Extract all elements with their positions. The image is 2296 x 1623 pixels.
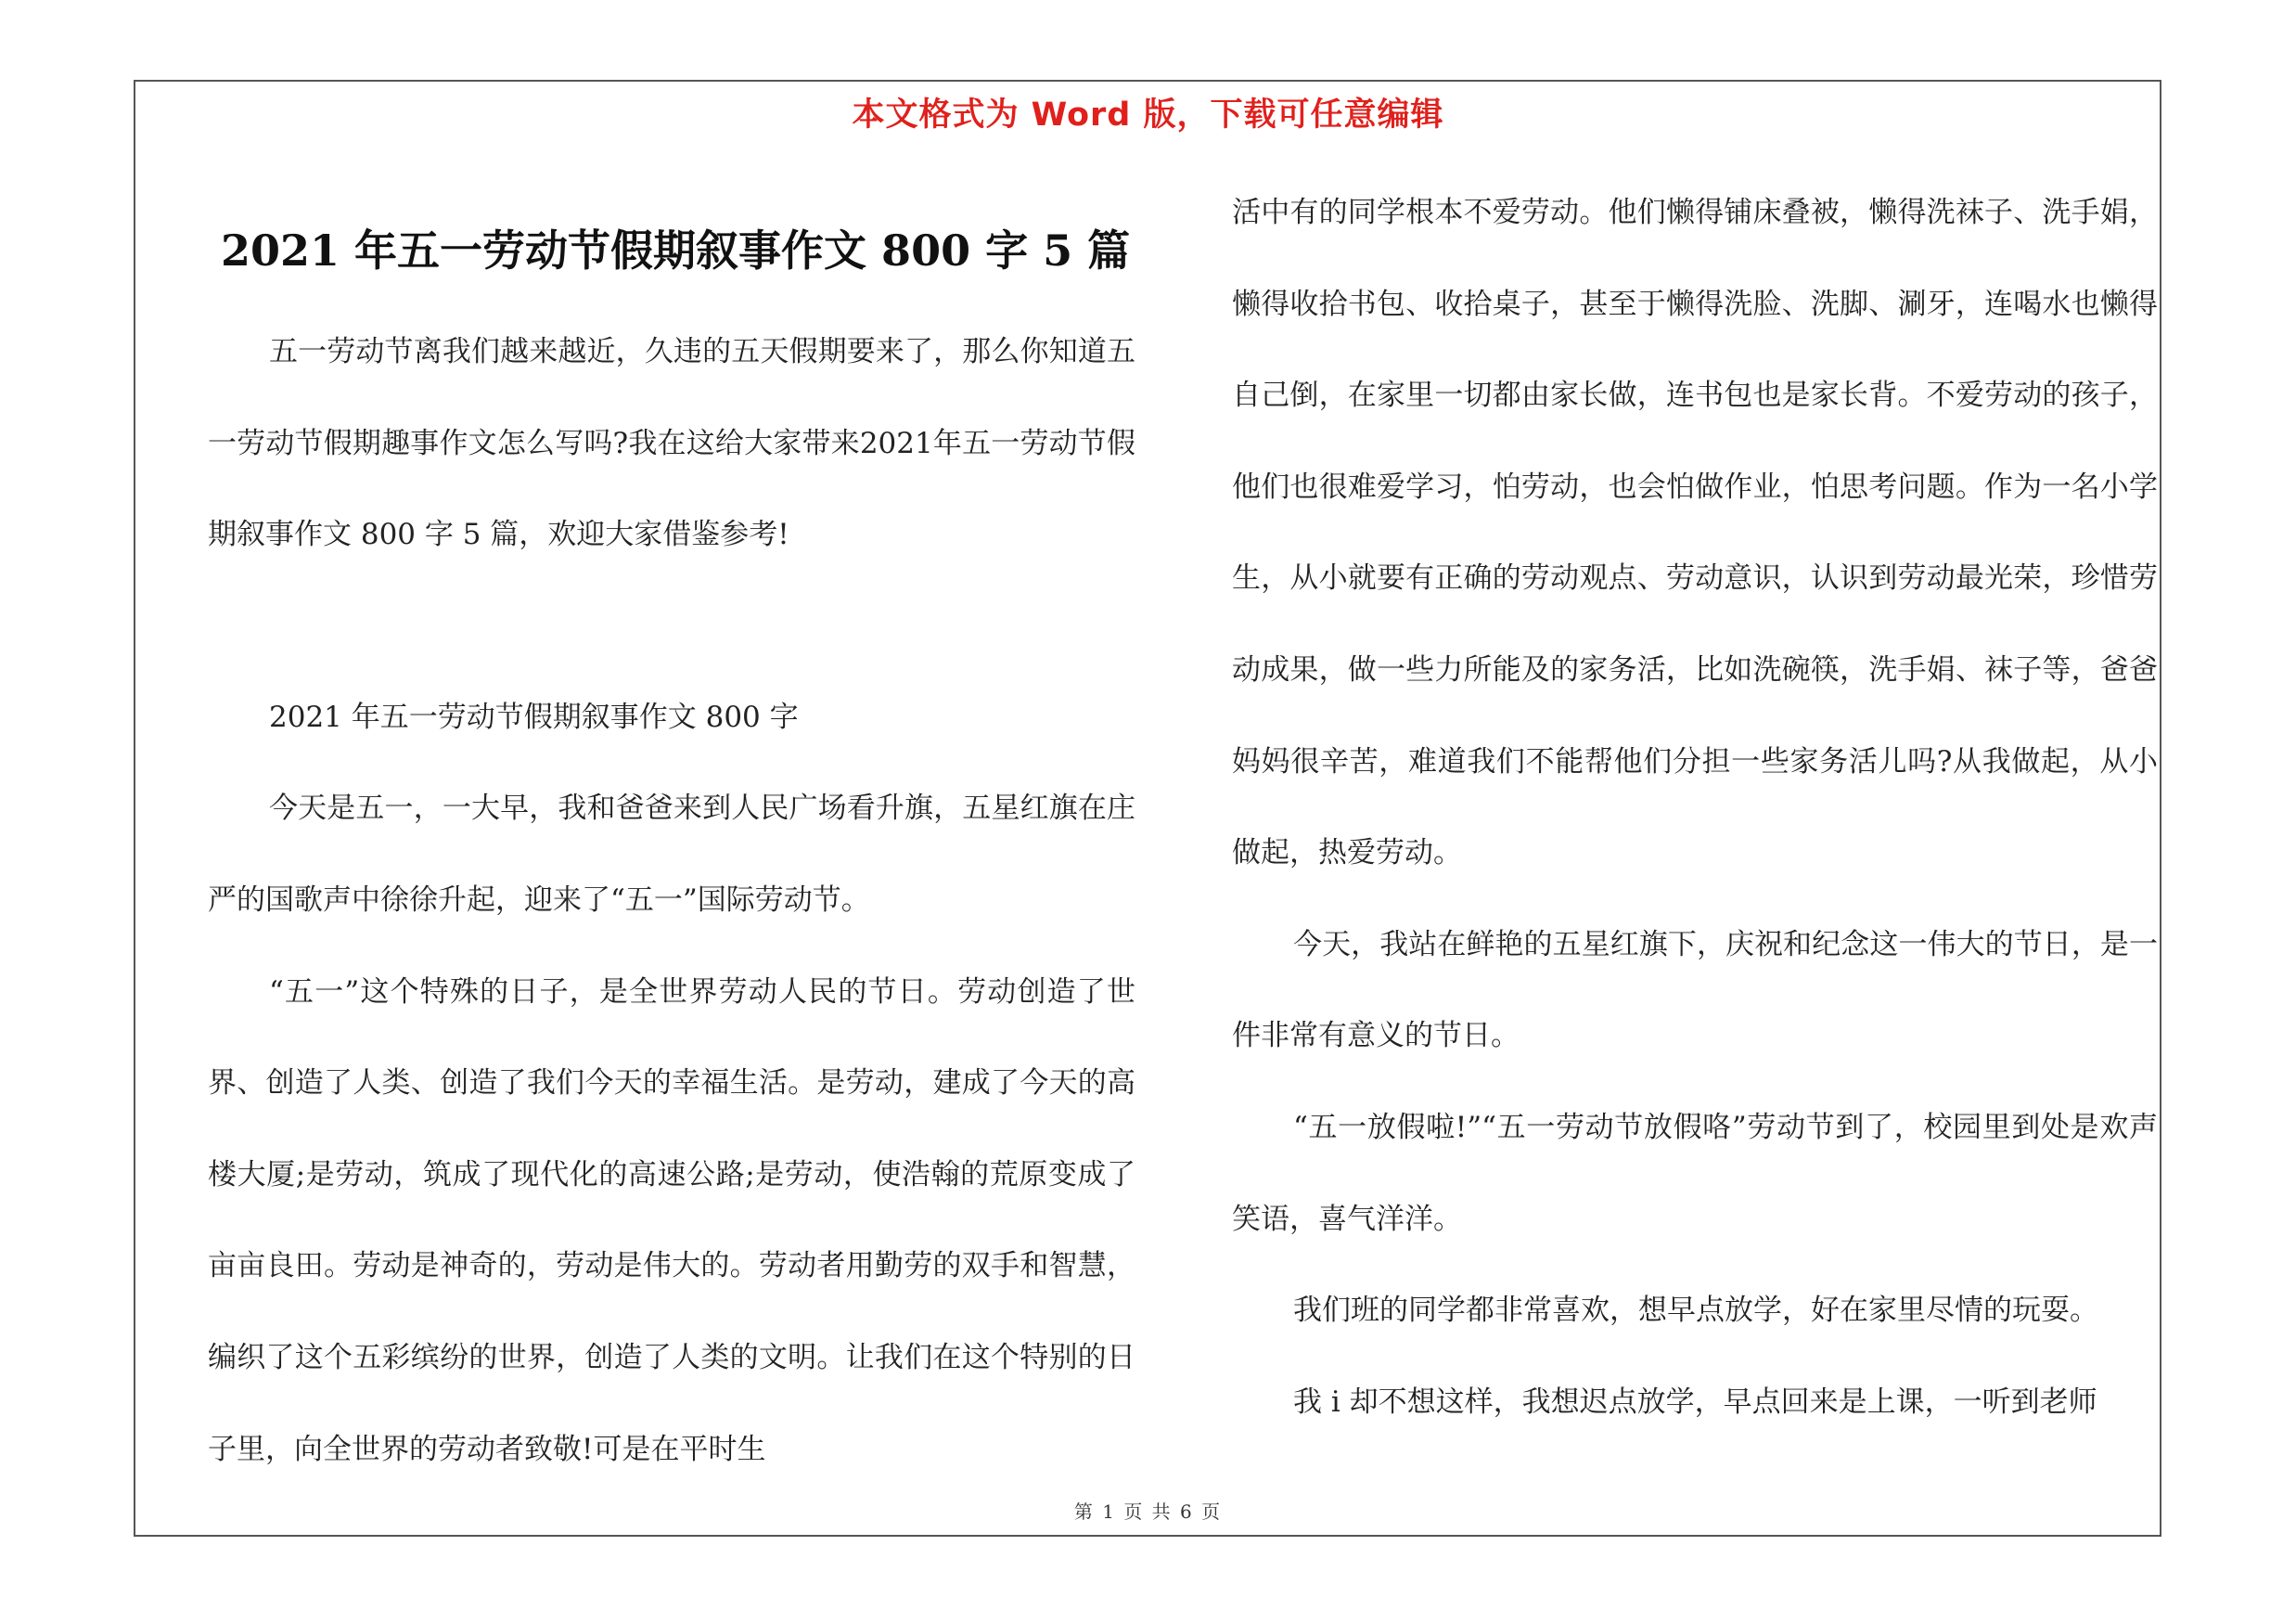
body-paragraph: “五一放假啦!”“五一劳动节放假咯”劳动节到了，校园里到处是欢声笑语，喜气洋洋。 (1232, 1110, 2158, 1236)
page-number-footer: 第 1 页 共 6 页 (1073, 1501, 1223, 1523)
body-paragraph: 今天是五一，一大早，我和爸爸来到人民广场看升旗，五星红旗在庄严的国歌声中徐徐升起，迎来了“五一”国际劳动节。 (208, 792, 1135, 917)
intro-paragraph: 五一劳动节离我们越来越近，久违的五天假期要来了，那么你知道五一劳动节假期趣事作文怎么写吗?我在这给大家带来2021年五一劳动节假期叙事作文 800 字 5 篇，欢迎大家借鉴参考! (208, 335, 1135, 552)
body-paragraph: 我们班的同学都非常喜欢，想早点放学，好在家里尽情的玩耍。 (1293, 1294, 2098, 1328)
document-title: 2021 年五一劳动节假期叙事作文 800 字 5 篇 (221, 225, 1131, 276)
left-column (208, 167, 1135, 1495)
body-paragraph-continued: 活中有的同学根本不爱劳动。他们懒得铺床叠被，懒得洗袜子、洗手娟，懒得收拾书包、收拾桌子，甚至于懒得洗脸、洗脚、涮牙，连喝水也懒得自己倒，在家里一切都由家长做，连书包也是家长背。不爱劳动的孩子，他们也很难爱学习，怕劳动，也会怕做作业，怕思考问题。作为一名小学生，从小就要有正确的劳动观点、劳动意识，认识到劳动最光荣，珍惜劳动成果，做一些力所能及的家务活，比如洗碗筷，洗手娟、袜子等，爸爸妈妈很辛苦，难道我们不能帮他们分担一些家务活儿吗?从我做起，从小做起，热爱劳动。 (1232, 196, 2158, 870)
right-column (1232, 167, 2158, 1448)
section-heading: 2021 年五一劳动节假期叙事作文 800 字 (269, 700, 799, 734)
body-paragraph: “五一”这个特殊的日子，是全世界劳动人民的节日。劳动创造了世界、创造了人类、创造了我们今天的幸福生活。是劳动，建成了今天的高楼大厦;是劳动，筑成了现代化的高速公路;是劳动，使浩翰的荒原变成了亩亩良田。劳动是神奇的，劳动是伟大的。劳动者用勤劳的双手和智慧，编织了这个五彩缤纷的世界，创造了人类的文明。让我们在这个特别的日子里，向全世界的劳动者致敬!可是在平时生 (208, 974, 1135, 1466)
format-banner: 本文格式为 Word 版，下载可任意编辑 (852, 97, 1444, 134)
body-paragraph: 今天，我站在鲜艳的五星红旗下，庆祝和纪念这一伟大的节日，是一件非常有意义的节日。 (1232, 927, 2158, 1053)
body-paragraph: 我 i 却不想这样，我想迟点放学，早点回来是上课，一听到老师 (1293, 1385, 2097, 1419)
